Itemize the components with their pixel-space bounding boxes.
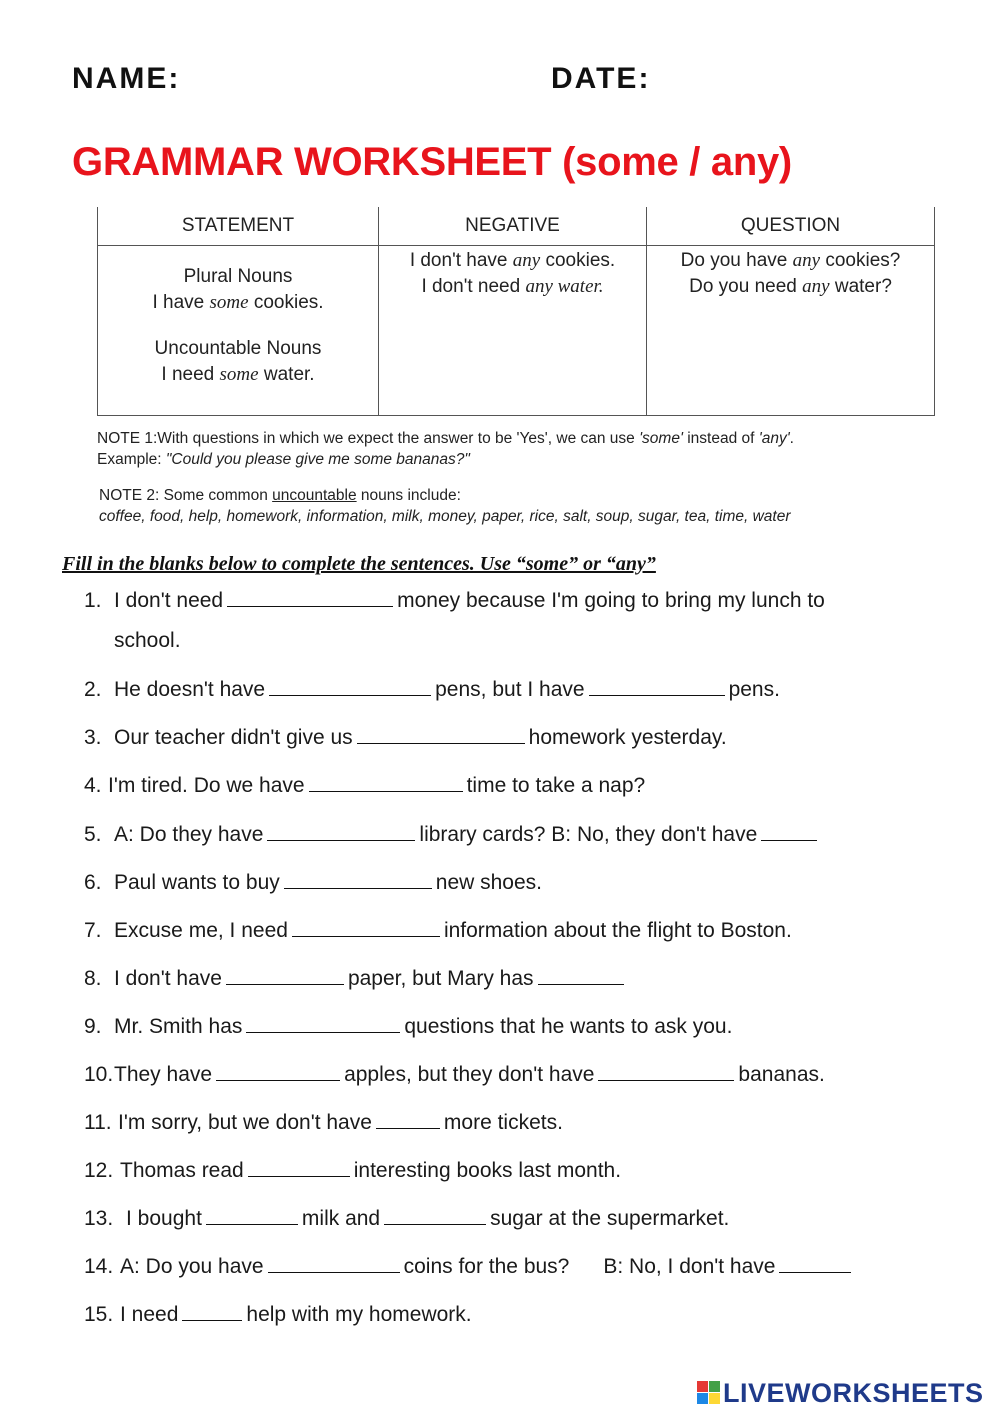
answer-blank[interactable] (598, 1062, 734, 1081)
liveworksheets-logo-icon (697, 1381, 721, 1405)
negative-example-1: I don't have any cookies. (409, 250, 616, 271)
question-8: 8. I don't have paper, but Mary has (84, 966, 628, 991)
answer-blank[interactable] (248, 1158, 350, 1177)
question-1: 1. I don't need money because I'm going to bring my lunch to (84, 589, 825, 612)
question-example-1: Do you have any cookies? (680, 250, 901, 271)
answer-blank[interactable] (384, 1206, 486, 1225)
uncountable-example: I need some water. (161, 364, 315, 385)
note-1: NOTE 1:With questions in which we expect the answer to be 'Yes', we can use 'some' instead of 'any'. Example: "Could you please give me some bananas?" (97, 430, 794, 468)
grammar-table (97, 207, 935, 416)
question-4: 4. I'm tired. Do we have time to take a nap? (84, 774, 646, 797)
statement-cell (98, 246, 379, 416)
answer-blank[interactable] (246, 1014, 400, 1033)
answer-blank[interactable] (216, 1062, 340, 1081)
note-2: NOTE 2: Some common uncountable nouns include: coffee, food, help, homework, information, milk, money, paper, rice, salt, soup, sugar, tea, time, water (99, 487, 791, 525)
question-10: 10.They have apples, but they don't have bananas. (84, 1063, 825, 1086)
negative-example-2: I don't need any water. (421, 276, 604, 297)
answer-blank[interactable] (292, 918, 440, 937)
instructions: Fill in the blanks below to complete the sentences. Use “some” or “any” (62, 553, 656, 575)
question-3: 3. Our teacher didn't give us homework yesterday. (84, 726, 727, 749)
liveworksheets-logo: LIVEWORKSHEETS (697, 1378, 984, 1409)
column-header-statement: STATEMENT (98, 207, 379, 246)
answer-blank[interactable] (357, 725, 525, 744)
answer-blank[interactable] (376, 1110, 440, 1129)
question-12: 12. Thomas read interesting books last month. (84, 1159, 622, 1182)
answer-blank[interactable] (269, 677, 431, 696)
answer-blank[interactable] (589, 677, 725, 696)
name-label: NAME: (72, 62, 181, 95)
answer-blank[interactable] (182, 1302, 242, 1321)
negative-cell (379, 246, 647, 416)
question-example-2: Do you need any water? (689, 276, 892, 297)
answer-blank[interactable] (226, 966, 344, 985)
uncountable-heading: Uncountable Nouns (154, 338, 322, 359)
date-label: DATE: (551, 62, 651, 95)
question-5: 5. A: Do they have library cards? B: No, they don't have (84, 822, 821, 847)
question-13: 13. I bought milk and sugar at the supermarket. (84, 1207, 730, 1230)
question-6: 6. Paul wants to buy new shoes. (84, 871, 542, 894)
note-1-example: "Could you please give me some bananas?" (165, 451, 470, 468)
table-row (98, 246, 935, 416)
column-header-negative: NEGATIVE (379, 207, 647, 246)
answer-blank[interactable] (267, 822, 415, 841)
answer-blank[interactable] (538, 966, 624, 985)
uncountable-noun-list: coffee, food, help, homework, information, milk, money, paper, rice, salt, soup, sugar, tea, time, water (99, 508, 791, 525)
answer-blank[interactable] (227, 588, 393, 607)
question-11: 11. I'm sorry, but we don't have more tickets. (84, 1111, 563, 1134)
question-2: 2. He doesn't have pens, but I have pens. (84, 678, 780, 701)
question-1-continued: school. (114, 629, 181, 652)
question-9: 9. Mr. Smith has questions that he wants to ask you. (84, 1015, 733, 1038)
answer-blank[interactable] (761, 822, 817, 841)
answer-blank[interactable] (268, 1254, 400, 1273)
worksheet-title: GRAMMAR WORKSHEET (some / any) (72, 140, 792, 184)
question-14: 14. A: Do you have coins for the bus? B: No, I don't have (84, 1254, 855, 1279)
answer-blank[interactable] (206, 1206, 298, 1225)
table-header-row (98, 207, 935, 246)
plural-example: I have some cookies. (152, 292, 324, 313)
plural-heading: Plural Nouns (183, 266, 293, 287)
answer-blank[interactable] (779, 1254, 851, 1273)
question-cell (647, 246, 935, 416)
answer-blank[interactable] (284, 870, 432, 889)
question-7: 7. Excuse me, I need information about the flight to Boston. (84, 919, 792, 942)
column-header-question: QUESTION (647, 207, 935, 246)
answer-blank[interactable] (309, 773, 463, 792)
question-15: 15. I need help with my homework. (84, 1303, 472, 1326)
